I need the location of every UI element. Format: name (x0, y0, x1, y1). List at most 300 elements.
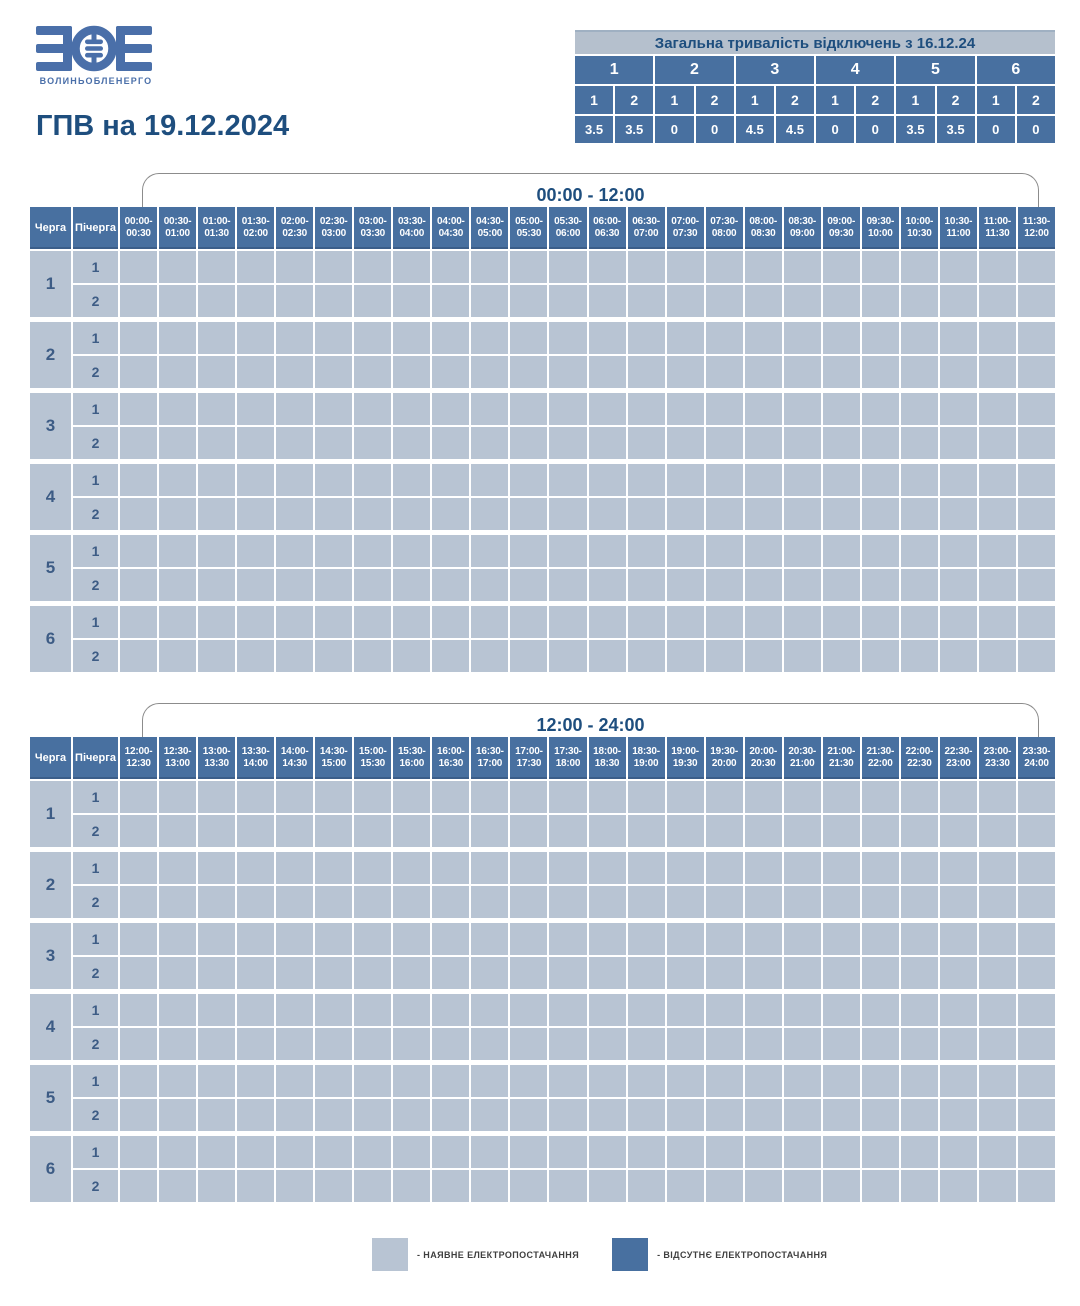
schedule-cell (940, 356, 977, 388)
schedule-cell (159, 569, 196, 601)
schedule-cell (862, 498, 899, 530)
schedule-cell (510, 1170, 547, 1202)
schedule-cell (667, 356, 704, 388)
schedule-cell (237, 498, 274, 530)
schedule-cell (510, 1136, 547, 1168)
schedule-cell (823, 498, 860, 530)
time-slot-header: 15:00- 15:30 (354, 737, 391, 779)
schedule-cell (432, 535, 469, 567)
subqueue-cell: 2 (73, 957, 118, 989)
schedule-cell (393, 781, 430, 813)
schedule-cell (862, 994, 899, 1026)
schedule-cell (1018, 356, 1055, 388)
schedule-cell (159, 1065, 196, 1097)
schedule-cell (823, 427, 860, 459)
schedule-cell (979, 1028, 1016, 1060)
schedule-cell (315, 498, 352, 530)
schedule-table-evening (30, 703, 1055, 1202)
summary-subgroup-cell: 1 (655, 86, 693, 114)
time-slot-header: 15:30- 16:00 (393, 737, 430, 779)
schedule-cell (471, 852, 508, 884)
schedule-cell (940, 923, 977, 955)
schedule-cell (589, 464, 626, 496)
schedule-cell (198, 1028, 235, 1060)
subqueue-cell: 2 (73, 1028, 118, 1060)
schedule-cell (823, 285, 860, 317)
schedule-cell (432, 251, 469, 283)
queue-cell: 6 (30, 606, 71, 672)
schedule-cell (784, 1099, 821, 1131)
schedule-cell (432, 1170, 469, 1202)
schedule-cell (120, 251, 157, 283)
schedule-cell (862, 1065, 899, 1097)
summary-title: Загальна тривалість відключень з 16.12.24 (575, 30, 1055, 54)
schedule-cell (159, 1028, 196, 1060)
summary-subgroup-cell: 2 (615, 86, 653, 114)
schedule-cell (940, 815, 977, 847)
schedule-cell (862, 781, 899, 813)
schedule-cell (706, 606, 743, 638)
schedule-cell (159, 1170, 196, 1202)
time-slot-header: 19:30- 20:00 (706, 737, 743, 779)
schedule-cell (1018, 1136, 1055, 1168)
summary-outage-duration-table (575, 30, 1055, 143)
schedule-cell (628, 1028, 665, 1060)
queue-cell: 3 (30, 923, 71, 989)
schedule-cell (823, 393, 860, 425)
schedule-cell (276, 994, 313, 1026)
schedule-cell (979, 393, 1016, 425)
schedule-cell (432, 322, 469, 354)
schedule-cell (471, 569, 508, 601)
schedule-cell (237, 1028, 274, 1060)
zoe-logo (36, 24, 156, 86)
legend-item-power-absent (612, 1238, 827, 1271)
power-absent-swatch (612, 1238, 648, 1271)
time-range-bracket (142, 173, 1039, 207)
schedule-cell (393, 393, 430, 425)
summary-subgroup-cell: 1 (977, 86, 1015, 114)
schedule-cell (589, 606, 626, 638)
schedule-cell (276, 569, 313, 601)
subqueue-cell: 2 (73, 498, 118, 530)
schedule-cell (432, 886, 469, 918)
schedule-cell (823, 569, 860, 601)
schedule-cell (276, 464, 313, 496)
summary-value-cell: 0 (655, 116, 693, 143)
time-slot-header: 08:00- 08:30 (745, 207, 782, 249)
schedule-cell (745, 464, 782, 496)
schedule-cell (823, 1099, 860, 1131)
summary-value-cell: 0 (977, 116, 1015, 143)
schedule-cell (549, 994, 586, 1026)
schedule-cell (940, 852, 977, 884)
schedule-cell (276, 923, 313, 955)
schedule-cell (901, 322, 938, 354)
time-slot-header: 22:00- 22:30 (901, 737, 938, 779)
schedule-cell (979, 356, 1016, 388)
schedule-cell (510, 535, 547, 567)
schedule-cell (432, 1136, 469, 1168)
schedule-cell (549, 569, 586, 601)
queue-cell: 4 (30, 994, 71, 1060)
schedule-cell (354, 393, 391, 425)
schedule-cell (237, 640, 274, 672)
schedule-cell (901, 464, 938, 496)
schedule-cell (628, 815, 665, 847)
schedule-cell (549, 640, 586, 672)
time-slot-header: 11:30- 12:00 (1018, 207, 1055, 249)
schedule-cell (745, 781, 782, 813)
summary-value-cell: 3.5 (937, 116, 975, 143)
schedule-cell (1018, 815, 1055, 847)
schedule-cell (784, 1065, 821, 1097)
schedule-cell (471, 251, 508, 283)
schedule-cell (471, 1099, 508, 1131)
schedule-cell (706, 640, 743, 672)
schedule-cell (198, 251, 235, 283)
schedule-cell (471, 606, 508, 638)
time-range-bracket (142, 703, 1039, 737)
schedule-cell (354, 535, 391, 567)
schedule-cell (159, 1136, 196, 1168)
schedule-cell (510, 957, 547, 989)
schedule-cell (745, 1065, 782, 1097)
schedule-cell (901, 251, 938, 283)
schedule-cell (237, 606, 274, 638)
schedule-cell (745, 251, 782, 283)
schedule-cell (628, 498, 665, 530)
subqueue-cell: 1 (73, 251, 118, 283)
schedule-cell (198, 569, 235, 601)
schedule-cell (667, 606, 704, 638)
schedule-cell (159, 285, 196, 317)
schedule-cell (1018, 1028, 1055, 1060)
schedule-cell (862, 393, 899, 425)
schedule-cell (432, 498, 469, 530)
subqueue-cell: 2 (73, 886, 118, 918)
schedule-cell (940, 322, 977, 354)
schedule-cell (549, 781, 586, 813)
schedule-cell (198, 781, 235, 813)
schedule-cell (510, 781, 547, 813)
schedule-cell (940, 285, 977, 317)
time-slot-header: 12:30- 13:00 (159, 737, 196, 779)
schedule-cell (315, 535, 352, 567)
summary-group-cell: 4 (816, 56, 894, 84)
schedule-cell (120, 1065, 157, 1097)
schedule-cell (1018, 1065, 1055, 1097)
schedule-cell (1018, 1170, 1055, 1202)
schedule-cell (862, 251, 899, 283)
schedule-cell (823, 356, 860, 388)
schedule-cell (393, 994, 430, 1026)
schedule-cell (432, 781, 469, 813)
schedule-cell (159, 640, 196, 672)
subqueue-cell: 1 (73, 535, 118, 567)
schedule-cell (1018, 923, 1055, 955)
schedule-cell (120, 957, 157, 989)
summary-group-cell: 1 (575, 56, 653, 84)
schedule-cell (120, 498, 157, 530)
schedule-cell (628, 569, 665, 601)
queue-cell: 1 (30, 781, 71, 847)
schedule-cell (589, 815, 626, 847)
schedule-cell (979, 285, 1016, 317)
schedule-cell (706, 322, 743, 354)
schedule-cell (315, 427, 352, 459)
schedule-cell (237, 1065, 274, 1097)
schedule-cell (393, 322, 430, 354)
time-slot-header: 16:00- 16:30 (432, 737, 469, 779)
summary-group-cell: 2 (655, 56, 733, 84)
schedule-cell (198, 815, 235, 847)
schedule-cell (471, 535, 508, 567)
schedule-cell (315, 640, 352, 672)
schedule-cell (120, 285, 157, 317)
queue-cell: 6 (30, 1136, 71, 1202)
schedule-cell (823, 886, 860, 918)
schedule-cell (823, 781, 860, 813)
time-range-label: 00:00 - 12:00 (536, 185, 645, 205)
schedule-cell (471, 640, 508, 672)
schedule-cell (706, 994, 743, 1026)
schedule-cell (862, 640, 899, 672)
schedule-cell (354, 1065, 391, 1097)
schedule-cell (784, 498, 821, 530)
schedule-cell (237, 356, 274, 388)
schedule-cell (1018, 781, 1055, 813)
schedule-cell (120, 1170, 157, 1202)
summary-subgroup-cell: 2 (696, 86, 734, 114)
summary-subgroup-cell: 1 (575, 86, 613, 114)
schedule-cell (823, 464, 860, 496)
time-slot-header: 14:00- 14:30 (276, 737, 313, 779)
schedule-cell (315, 781, 352, 813)
schedule-cell (393, 606, 430, 638)
schedule-cell (784, 606, 821, 638)
schedule-cell (901, 1170, 938, 1202)
schedule-cell (276, 1065, 313, 1097)
time-slot-header: 09:00- 09:30 (823, 207, 860, 249)
schedule-cell (589, 535, 626, 567)
schedule-cell (549, 852, 586, 884)
schedule-cell (120, 427, 157, 459)
schedule-cell (549, 427, 586, 459)
schedule-cell (706, 852, 743, 884)
schedule-cell (745, 815, 782, 847)
schedule-cell (315, 285, 352, 317)
time-slot-header: 16:30- 17:00 (471, 737, 508, 779)
schedule-cell (432, 285, 469, 317)
schedule-cell (901, 781, 938, 813)
schedule-cell (549, 1099, 586, 1131)
schedule-cell (784, 322, 821, 354)
schedule-cell (979, 569, 1016, 601)
schedule-cell (393, 815, 430, 847)
schedule-cell (784, 886, 821, 918)
schedule-cell (393, 498, 430, 530)
schedule-cell (1018, 322, 1055, 354)
zoe-logo-icon (36, 24, 156, 74)
time-slot-header: 08:30- 09:00 (784, 207, 821, 249)
schedule-cell (1018, 994, 1055, 1026)
schedule-cell (706, 1065, 743, 1097)
schedule-cell (628, 427, 665, 459)
schedule-cell (901, 886, 938, 918)
schedule-cell (862, 356, 899, 388)
schedule-cell (589, 640, 626, 672)
schedule-cell (979, 1099, 1016, 1131)
schedule-cell (979, 1065, 1016, 1097)
schedule-cell (667, 535, 704, 567)
schedule-cell (198, 886, 235, 918)
insulator-icon (85, 34, 103, 65)
schedule-cell (120, 815, 157, 847)
schedule-cell (120, 606, 157, 638)
time-slot-header: 10:30- 11:00 (940, 207, 977, 249)
time-slot-header: 07:00- 07:30 (667, 207, 704, 249)
schedule-cell (393, 1136, 430, 1168)
schedule-cell (510, 285, 547, 317)
schedule-cell (745, 640, 782, 672)
schedule-cell (940, 464, 977, 496)
schedule-cell (237, 1099, 274, 1131)
schedule-cell (549, 1028, 586, 1060)
schedule-cell (354, 464, 391, 496)
schedule-cell (589, 852, 626, 884)
time-slot-header: 01:00- 01:30 (198, 207, 235, 249)
schedule-cell (589, 781, 626, 813)
schedule-cell (706, 251, 743, 283)
schedule-cell (120, 994, 157, 1026)
schedule-cell (784, 994, 821, 1026)
schedule-cell (706, 356, 743, 388)
schedule-cell (198, 427, 235, 459)
schedule-cell (628, 356, 665, 388)
schedule-cell (237, 535, 274, 567)
schedule-cell (354, 1099, 391, 1131)
time-slot-header: 02:00- 02:30 (276, 207, 313, 249)
schedule-cell (432, 356, 469, 388)
schedule-cell (237, 427, 274, 459)
schedule-cell (901, 393, 938, 425)
schedule-cell (940, 781, 977, 813)
schedule-cell (120, 569, 157, 601)
schedule-cell (471, 994, 508, 1026)
schedule-cell (589, 356, 626, 388)
schedule-cell (784, 957, 821, 989)
subqueue-cell: 2 (73, 1099, 118, 1131)
schedule-cell (784, 1028, 821, 1060)
schedule-grid-evening (30, 737, 1055, 1202)
schedule-cell (393, 1065, 430, 1097)
schedule-cell (706, 781, 743, 813)
schedule-cell (745, 852, 782, 884)
time-slot-header: 02:30- 03:00 (315, 207, 352, 249)
queue-cell: 2 (30, 852, 71, 918)
schedule-cell (393, 1170, 430, 1202)
schedule-cell (471, 1065, 508, 1097)
schedule-cell (159, 957, 196, 989)
schedule-cell (706, 1099, 743, 1131)
schedule-cell (823, 1136, 860, 1168)
schedule-cell (940, 1170, 977, 1202)
schedule-cell (510, 1065, 547, 1097)
schedule-cell (159, 535, 196, 567)
schedule-cell (823, 815, 860, 847)
schedule-cell (667, 498, 704, 530)
summary-value-cell: 4.5 (776, 116, 814, 143)
schedule-cell (120, 852, 157, 884)
schedule-cell (979, 535, 1016, 567)
schedule-cell (393, 285, 430, 317)
schedule-cell (979, 606, 1016, 638)
schedule-cell (667, 852, 704, 884)
logo-subtitle: ВОЛИНЬОБЛЕНЕРГО (39, 76, 153, 86)
schedule-cell (393, 535, 430, 567)
summary-subgroup-cell: 1 (736, 86, 774, 114)
schedule-cell (159, 498, 196, 530)
schedule-cell (628, 923, 665, 955)
schedule-cell (120, 923, 157, 955)
schedule-cell (628, 886, 665, 918)
schedule-cell (784, 1136, 821, 1168)
schedule-cell (159, 923, 196, 955)
schedule-cell (354, 852, 391, 884)
subqueue-cell: 2 (73, 285, 118, 317)
schedule-cell (549, 886, 586, 918)
schedule-cell (784, 356, 821, 388)
schedule-cell (315, 852, 352, 884)
subqueue-cell: 2 (73, 815, 118, 847)
schedule-cell (823, 994, 860, 1026)
schedule-cell (667, 285, 704, 317)
schedule-cell (823, 322, 860, 354)
schedule-cell (549, 957, 586, 989)
schedule-cell (549, 1170, 586, 1202)
schedule-cell (823, 251, 860, 283)
schedule-cell (745, 994, 782, 1026)
schedule-cell (1018, 427, 1055, 459)
schedule-cell (120, 464, 157, 496)
schedule-cell (432, 957, 469, 989)
schedule-cell (745, 1136, 782, 1168)
power-available-label: - НАЯВНЕ ЕЛЕКТРОПОСТАЧАННЯ (417, 1249, 580, 1260)
schedule-cell (276, 606, 313, 638)
schedule-cell (589, 1136, 626, 1168)
schedule-cell (237, 1170, 274, 1202)
schedule-cell (315, 322, 352, 354)
schedule-cell (1018, 251, 1055, 283)
subqueue-column-header: Пічерга (73, 207, 118, 249)
time-slot-header: 11:00- 11:30 (979, 207, 1016, 249)
time-slot-header: 23:00- 23:30 (979, 737, 1016, 779)
schedule-cell (471, 285, 508, 317)
schedule-cell (706, 1028, 743, 1060)
schedule-cell (393, 1028, 430, 1060)
schedule-cell (315, 1065, 352, 1097)
schedule-cell (159, 852, 196, 884)
schedule-cell (159, 393, 196, 425)
subqueue-cell: 2 (73, 1170, 118, 1202)
time-slot-header: 17:00- 17:30 (510, 737, 547, 779)
schedule-cell (393, 251, 430, 283)
schedule-cell (1018, 1099, 1055, 1131)
schedule-cell (315, 886, 352, 918)
schedule-cell (276, 1170, 313, 1202)
schedule-cell (589, 1028, 626, 1060)
